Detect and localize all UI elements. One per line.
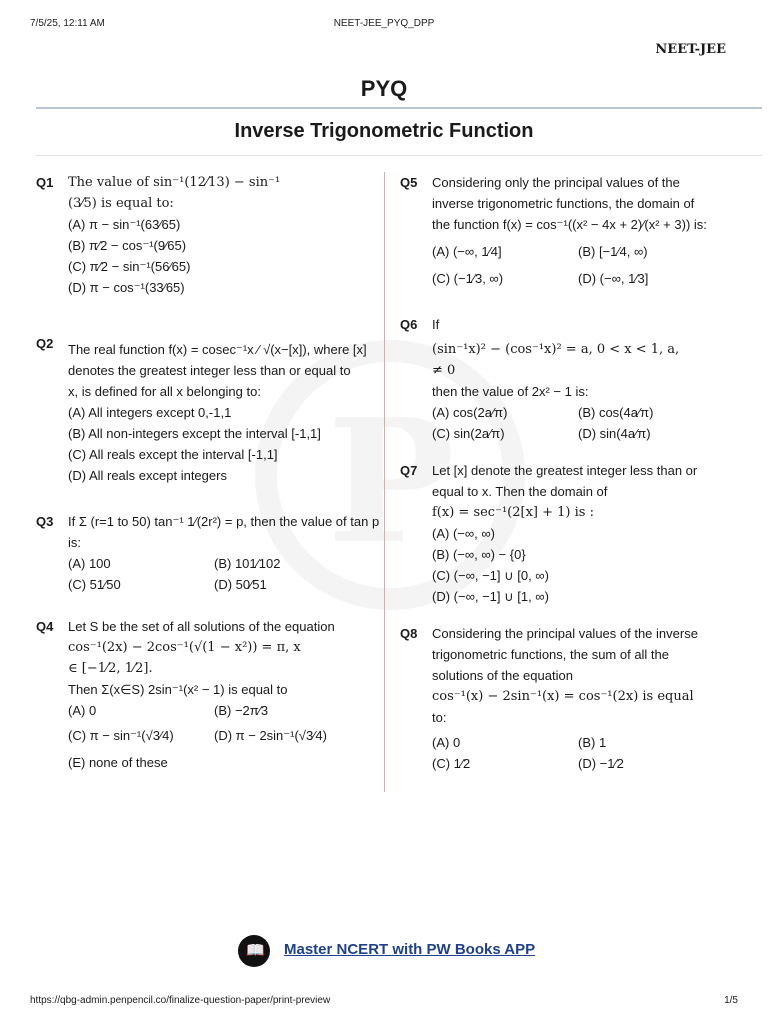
question-number: Q8: [400, 626, 418, 641]
option-d: (D) 50⁄51: [214, 577, 267, 592]
option-c: (C) 1⁄2: [432, 756, 471, 771]
question-number: Q7: [400, 463, 418, 478]
question-number: Q3: [36, 514, 54, 529]
question-number: Q2: [36, 336, 54, 351]
question-text: to:: [432, 710, 447, 725]
print-doc-title: NEET-JEE_PYQ_DPP: [333, 18, 435, 29]
option-d: (D) π − cos⁻¹(33⁄65): [68, 280, 185, 295]
option-a: (A) cos(2a⁄π): [432, 405, 508, 420]
question-text: Then Σ(x∈S) 2sin⁻¹(x² − 1) is equal to: [68, 682, 288, 697]
question-text: Let S be the set of all solutions of the equation: [68, 619, 335, 634]
question-text: Let [x] denote the greatest integer less than or: [432, 463, 698, 478]
question-text: x, is defined for all x belonging to:: [68, 384, 261, 399]
question-text: then the value of 2x² − 1 is:: [432, 384, 589, 399]
question-text: cos⁻¹(2x) − 2cos⁻¹(√(1 − x²)) = π, x: [68, 640, 301, 655]
question-number: Q5: [400, 175, 418, 190]
option-a: (A) (−∞, 1⁄4]: [432, 244, 502, 259]
pw-books-link[interactable]: Master NCERT with PW Books APP: [284, 941, 536, 958]
question-text: equal to x. Then the domain of: [432, 484, 608, 499]
option-c: (C) (−∞, −1] ∪ [0, ∞): [432, 568, 549, 583]
title-divider: [36, 107, 762, 109]
option-b: (B) 1: [578, 735, 607, 750]
option-a: (A) All integers except 0,-1,1: [68, 405, 232, 420]
option-d: (D) (−∞, 1⁄3]: [578, 271, 649, 286]
option-b: (B) −2π⁄3: [214, 703, 269, 718]
option-c: (C) 51⁄50: [68, 577, 121, 592]
question-text: is:: [68, 535, 81, 550]
question-text: ∈ [−1⁄2, 1⁄2].: [68, 661, 153, 676]
subtitle-divider: [36, 155, 762, 156]
question-8: [400, 623, 740, 774]
option-b: (B) [−1⁄4, ∞): [578, 244, 648, 259]
question-text: denotes the greatest integer less than or equal to: [68, 363, 351, 378]
question-text: inverse trigonometric functions, the domain of: [432, 196, 695, 211]
question-text: solutions of the equation: [432, 668, 573, 683]
option-e: (E) none of these: [68, 755, 168, 770]
question-number: Q6: [400, 317, 418, 332]
option-c: (C) (−1⁄3, ∞): [432, 271, 504, 286]
question-text: f(x) = sec⁻¹(2[x] + 1) is :: [432, 505, 594, 520]
option-d: (D) −1⁄2: [578, 756, 624, 771]
option-a: (A) (−∞, ∞): [432, 526, 495, 541]
chapter-title: Inverse Trigonometric Function: [234, 120, 534, 142]
column-divider: [384, 172, 385, 792]
question-2: [36, 333, 376, 486]
brand-label: NEET-JEE: [655, 42, 726, 57]
question-text: the function f(x) = cos⁻¹((x² − 4x + 2)⁄(x² + 3)) is:: [432, 217, 707, 232]
question-3: [36, 511, 380, 595]
option-c: (C) π − sin⁻¹(√3⁄4): [68, 728, 174, 743]
question-text: trigonometric functions, the sum of all the: [432, 647, 670, 662]
question-text: cos⁻¹(x) − 2sin⁻¹(x) = cos⁻¹(2x) is equal: [432, 689, 694, 704]
question-1: [36, 172, 376, 298]
question-text: If: [432, 317, 440, 332]
option-c: (C) All reals except the interval [-1,1]: [68, 447, 278, 462]
question-text: Considering the principal values of the inverse: [432, 626, 698, 641]
page-title: PYQ: [360, 76, 408, 101]
question-5: [400, 172, 740, 289]
option-a: (A) 0: [432, 735, 461, 750]
question-text: The value of sin⁻¹(12⁄13) − sin⁻¹: [68, 175, 281, 190]
option-d: (D) sin(4a⁄π): [578, 426, 651, 441]
option-c: (C) sin(2a⁄π): [432, 426, 505, 441]
option-b: (B) All non-integers except the interval [-1,1]: [68, 426, 321, 441]
option-d: (D) (−∞, −1] ∪ [1, ∞): [432, 589, 549, 604]
question-text: (3⁄5) is equal to:: [68, 196, 174, 211]
option-a: (A) 0: [68, 703, 97, 718]
option-b: (B) (−∞, ∞) − {0}: [432, 547, 526, 562]
question-text: ≠ 0: [432, 363, 456, 378]
option-a: (A) π − sin⁻¹(63⁄65): [68, 217, 181, 232]
question-text: The real function f(x) = cosec⁻¹x ⁄ √(x−[x]), where [x]: [68, 342, 367, 357]
question-7: [400, 460, 740, 607]
option-b: (B) π⁄2 − cos⁻¹(9⁄65): [68, 238, 187, 253]
option-a: (A) 100: [68, 556, 111, 571]
question-text: If Σ (r=1 to 50) tan⁻¹ 1⁄(2r²) = p, then the value of tan p: [68, 514, 380, 529]
option-d: (D) All reals except integers: [68, 468, 227, 483]
option-b: (B) 101⁄102: [214, 556, 281, 571]
question-number: Q4: [36, 619, 54, 634]
book-icon: 📖: [238, 935, 270, 967]
question-6: [400, 314, 740, 444]
option-c: (C) π⁄2 − sin⁻¹(56⁄65): [68, 259, 191, 274]
option-b: (B) cos(4a⁄π): [578, 405, 654, 420]
option-d: (D) π − 2sin⁻¹(√3⁄4): [214, 728, 327, 743]
page-number: 1/5: [724, 995, 738, 1006]
question-text: (sin⁻¹x)² − (cos⁻¹x)² = a, 0 < x < 1, a,: [432, 342, 680, 357]
print-datetime: 7/5/25, 12:11 AM: [30, 18, 105, 29]
question-text: Considering only the principal values of the: [432, 175, 680, 190]
question-4: [36, 616, 376, 773]
question-number: Q1: [36, 175, 54, 190]
print-url: https://qbg-admin.penpencil.co/finalize-question-paper/print-preview: [30, 995, 331, 1006]
